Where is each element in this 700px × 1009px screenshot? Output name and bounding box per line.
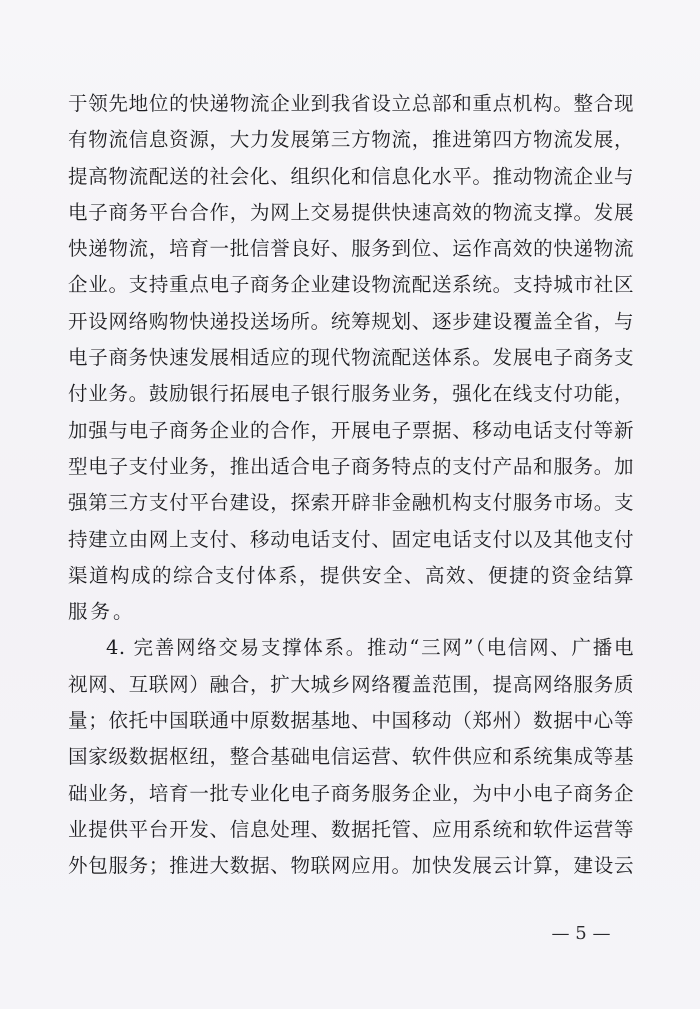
body-text: [68, 86, 634, 885]
text-line: 国家级数据枢纽，整合基础电信运营、软件供应和系统集成等基: [68, 745, 634, 769]
text-line: 加强与电子商务企业的合作，开展电子票据、移动电话支付等新: [68, 418, 634, 442]
text-line: 快递物流，培育一批信誉良好、服务到位、运作高效的快递物流: [68, 237, 634, 261]
text-line: 有物流信息资源，大力发展第三方物流，推进第四方物流发展，: [68, 128, 634, 152]
text-line: 服务。: [68, 600, 136, 624]
page-number: — 5 —: [551, 923, 611, 944]
text-line: 电子商务快速发展相适应的现代物流配送体系。发展电子商务支: [68, 346, 634, 370]
text-line: 量；依托中国联通中原数据基地、中国移动（郑州）数据中心等: [68, 709, 634, 733]
text-line: 开设网络购物快递投送场所。统筹规划、逐步建设覆盖全省，与: [68, 309, 634, 333]
text-line: 视网、互联网）融合，扩大城乡网络覆盖范围，提高网络服务质: [68, 672, 634, 696]
text-line: 渠道构成的综合支付体系，提供安全、高效、便捷的资金结算: [68, 563, 634, 587]
text-line: 础业务，培育一批专业化电子商务服务企业，为中小电子商务企: [68, 781, 634, 805]
text-line: 强第三方支付平台建设，探索开辟非金融机构支付服务市场。支: [68, 491, 634, 515]
text-line: 业提供平台开发、信息处理、数据托管、应用系统和软件运营等: [68, 817, 634, 841]
text-line: 外包服务；推进大数据、物联网应用。加快发展云计算，建设云: [68, 854, 634, 878]
text-line: 型电子支付业务，推出适合电子商务特点的支付产品和服务。加: [68, 454, 634, 478]
text-line: 于领先地位的快递物流企业到我省设立总部和重点机构。整合现: [68, 92, 634, 115]
text-line: 付业务。鼓励银行拓展电子银行服务业务，强化在线支付功能，: [68, 382, 634, 406]
text-line: 电子商务平台合作，为网上交易提供快速高效的物流支撑。发展: [68, 200, 634, 224]
section-heading-line: 4. 完善网络交易支撑体系。推动“三网”（电信网、广播电: [106, 636, 634, 660]
text-line: 提高物流配送的社会化、组织化和信息化水平。推动物流企业与: [68, 164, 634, 188]
text-line: 持建立由网上支付、移动电话支付、固定电话支付以及其他支付: [68, 527, 634, 551]
text-line: 企业。支持重点电子商务企业建设物流配送系统。支持城市社区: [68, 273, 634, 297]
